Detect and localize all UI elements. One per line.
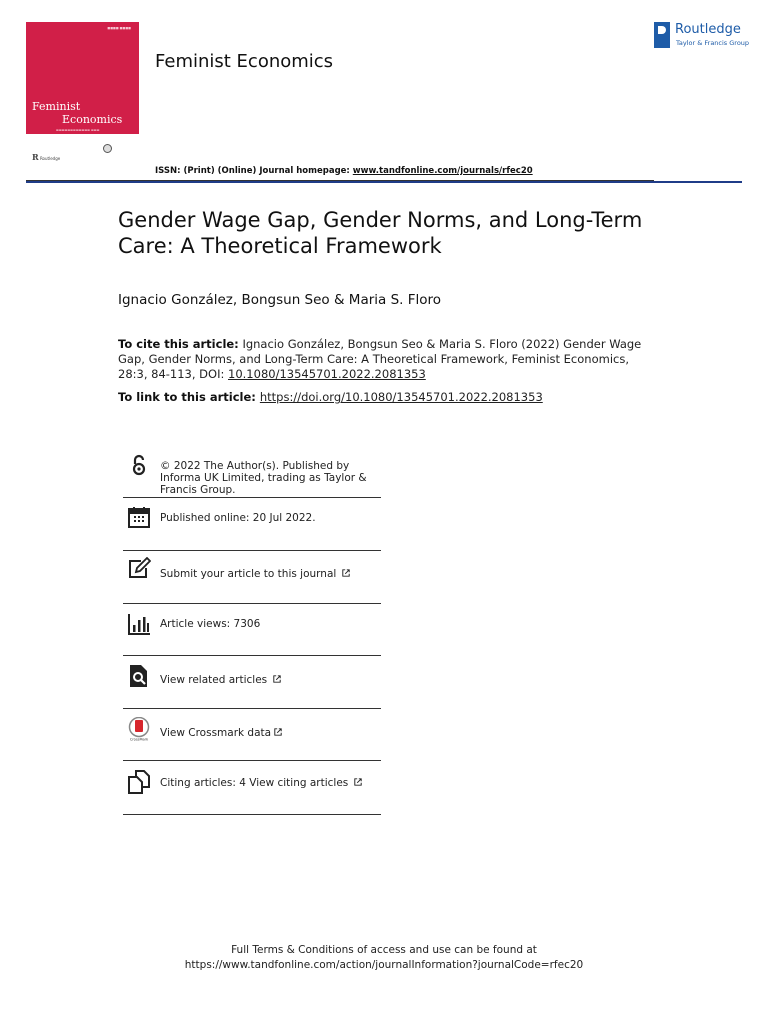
open-access-icon xyxy=(127,454,151,478)
related-articles-icon xyxy=(127,664,151,688)
article-doi-link[interactable]: https://doi.org/10.1080/13545701.2022.2081353 xyxy=(259,390,543,404)
license-item xyxy=(123,452,381,498)
journal-homepage-link[interactable]: www.tandfonline.com/journals/rfec20 xyxy=(352,166,533,176)
bar-chart-icon xyxy=(127,612,151,636)
citation-block xyxy=(118,337,658,382)
cite-label: To cite this article: xyxy=(118,337,239,351)
edit-icon xyxy=(127,557,151,581)
issn-text: ISSN: (Print) (Online) Journal homepage: xyxy=(155,166,353,176)
journal-name: Feminist Economics xyxy=(155,51,334,72)
article-link-line xyxy=(118,390,543,404)
article-info-list xyxy=(123,452,381,815)
published-item xyxy=(123,498,381,551)
terms-line: Full Terms & Conditions of access and use can be found at xyxy=(231,944,537,956)
terms-url[interactable]: https://www.tandfonline.com/action/journalInformation?journalCode=rfec20 xyxy=(184,959,584,971)
issn-line xyxy=(155,166,533,176)
article-views: Article views: 7306 xyxy=(160,618,261,630)
publisher-subtitle: Taylor & Francis Group xyxy=(676,39,750,47)
related-articles-link[interactable]: View related articles xyxy=(160,674,281,686)
routledge-r-icon xyxy=(654,22,670,48)
cover-title-line2: Economics xyxy=(62,113,123,126)
external-link-icon xyxy=(274,728,282,736)
routledge-logo xyxy=(654,22,754,52)
society-logo-icon xyxy=(103,144,112,153)
published-date: Published online: 20 Jul 2022. xyxy=(160,512,316,524)
header-divider xyxy=(26,181,742,183)
views-item xyxy=(123,604,381,656)
submit-item[interactable] xyxy=(123,551,381,604)
cover-title-line1: Feminist xyxy=(32,100,81,113)
external-link-icon xyxy=(342,569,350,577)
journal-cover xyxy=(26,22,139,134)
crossmark-item[interactable] xyxy=(123,709,381,761)
article-title: Gender Wage Gap, Gender Norms, and Long-Term Care: A Theoretical Framework xyxy=(118,208,643,258)
citing-articles-icon xyxy=(127,770,151,794)
publisher-name: Routledge xyxy=(675,22,741,37)
citing-item[interactable] xyxy=(123,761,381,815)
cover-footer-strip xyxy=(26,134,139,164)
cite-doi-link[interactable]: 10.1080/13545701.2022.2081353 xyxy=(228,367,426,381)
related-item[interactable] xyxy=(123,656,381,709)
terms-footer xyxy=(0,943,768,973)
crossmark-icon xyxy=(127,717,151,741)
submit-link[interactable]: Submit your article to this journal xyxy=(160,568,350,580)
cover-volume-mark: ▬▬▬▬▬▬▬▬▬▬▬▬ ▬▬▬ xyxy=(56,128,100,132)
license-text: © 2022 The Author(s). Published by Informa UK Limited, trading as Taylor & Francis Group. xyxy=(160,460,367,496)
citing-articles-link[interactable]: Citing articles: 4 View citing articles xyxy=(160,777,362,789)
link-label: To link to this article: xyxy=(118,390,260,404)
cite-text: Ignacio González, Bongsun Seo & Maria S. Floro (2022) Gender Wage Gap, Gender Norms, and Long-Term Care: A Theoretical Framework, Feminist Economics, 28:3, 84-113, DOI: xyxy=(118,337,642,381)
calendar-icon xyxy=(127,505,151,529)
external-link-icon xyxy=(273,675,281,683)
article-authors: Ignacio González, Bongsun Seo & Maria S. Floro xyxy=(118,292,442,308)
svg-text:CrossMark: CrossMark xyxy=(129,737,149,741)
external-link-icon xyxy=(354,778,362,786)
crossmark-link[interactable]: View Crossmark data xyxy=(160,727,282,739)
cover-publisher-logo: R Routledge xyxy=(32,152,61,162)
cover-issn-mark: ■■■■ ■■■■ xyxy=(107,26,131,30)
